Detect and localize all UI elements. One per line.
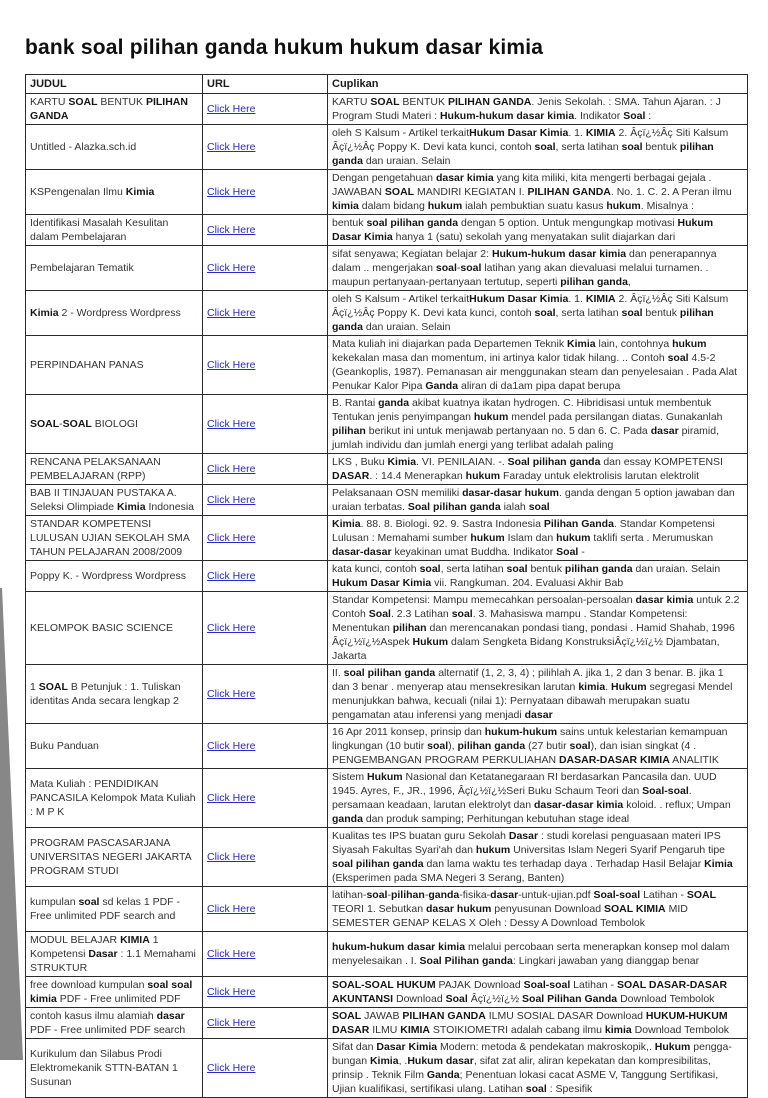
click-here-link[interactable]: Click Here [207,103,256,115]
url-cell [203,454,328,485]
url-cell [203,516,328,561]
judul-cell: STANDAR KOMPETENSI LULUSAN UJIAN SEKOLAH SMA TAHUN PELAJARAN 2008/2009 [26,516,203,561]
table-row [26,828,748,887]
cuplikan-cell: Dengan pengetahuan dasar kimia yang kita miliki, kita mengerti berbagai gejala . JAWABAN SOAL MANDIRI KEGIATAN I. PILIHAN GANDA. No. 1. C. 2. A Peran ilmu kimia dalam bidang hukum ialah pembuktian suatu kasus hukum. Misalnya : [328,170,748,215]
judul-cell: 1 SOAL B Petunjuk : 1. Tuliskan identitas Anda secara lengkap 2 [26,665,203,724]
table-row [26,246,748,291]
page-edge-shadow [0,588,23,1060]
click-here-link[interactable]: Click Here [207,262,256,274]
cuplikan-cell: kata kunci, contoh soal, serta latihan soal bentuk pilihan ganda dan uraian. Selain Hukum Dasar Kimia vii. Rangkuman. 204. Evaluasi Akhir Bab [328,561,748,592]
cuplikan-cell: KARTU SOAL BENTUK PILIHAN GANDA. Jenis Sekolah. : SMA. Tahun Ajaran. : J Program Studi Materi : Hukum-hukum dasar kimia. Indikator Soal : [328,94,748,125]
url-cell [203,215,328,246]
judul-cell: MODUL BELAJAR KIMIA 1 Kompetensi Dasar : 1.1 Memahami STRUKTUR [26,932,203,977]
cuplikan-cell: Sistem Hukum Nasional dan Ketatanegaraan RI berdasarkan Pancasila dan. UUD 1945. Ayres, F., JR., 1996, Âçï¿½ï¿½Seri Buku Schaum Teori dan Soal-soal. persamaan keadaan, larutan elektrolyt dan dasar-dasar kimia koloid. . reflux; Umpan ganda dan produk samping; Perhitungan kebutuhan stage ideal [328,769,748,828]
url-cell [203,1039,328,1098]
url-cell [203,170,328,215]
click-here-link[interactable]: Click Here [207,494,256,506]
click-here-link[interactable]: Click Here [207,948,256,960]
judul-cell: contoh kasus ilmu alamiah dasar PDF - Free unlimited PDF search [26,1008,203,1039]
cuplikan-cell: oleh S Kalsum - Artikel terkaitHukum Dasar Kimia. 1. KIMIA 2. Âçï¿½Âç Siti Kalsum Âçï¿½Âç Poppy K. Devi kata kunci, contoh soal, serta latihan soal bentuk pilihan ganda dan uraian. Selain [328,291,748,336]
table-row [26,1008,748,1039]
judul-cell: KSPengenalan Ilmu Kimia [26,170,203,215]
table-row [26,395,748,454]
click-here-link[interactable]: Click Here [207,622,256,634]
click-here-link[interactable]: Click Here [207,186,256,198]
judul-cell: Kimia 2 - Wordpress Wordpress [26,291,203,336]
table-header-row [26,75,748,94]
table-row [26,516,748,561]
table-row [26,665,748,724]
judul-cell: Kurikulum dan Silabus Prodi Elektromekanik STTN-BATAN 1 Susunan [26,1039,203,1098]
table-row [26,887,748,932]
url-cell [203,592,328,665]
url-cell [203,291,328,336]
table-row [26,932,748,977]
cuplikan-cell: LKS , Buku Kimia. VI. PENILAIAN. -. Soal pilihan ganda dan essay KOMPETENSI DASAR. : 14.4 Menerapkan hukum Faraday untuk elektrolisis larutan elektrolit [328,454,748,485]
click-here-link[interactable]: Click Here [207,851,256,863]
click-here-link[interactable]: Click Here [207,307,256,319]
url-cell [203,336,328,395]
judul-cell: RENCANA PELAKSANAAN PEMBELAJARAN (RPP) [26,454,203,485]
url-cell [203,1008,328,1039]
page-title: bank soal pilihan ganda hukum hukum dasar kimia [25,36,544,59]
url-cell [203,887,328,932]
table-row [26,336,748,395]
table-row [26,769,748,828]
table-row [26,454,748,485]
table-row [26,485,748,516]
table-row [26,1039,748,1098]
judul-cell: PERPINDAHAN PANAS [26,336,203,395]
url-cell [203,828,328,887]
cuplikan-cell: bentuk soal pilihan ganda dengan 5 option. Untuk mengungkap motivasi Hukum Dasar Kimia hanya 1 (satu) sekolah yang menyatakan sulit diajarkan dari [328,215,748,246]
cuplikan-cell: hukum-hukum dasar kimia melalui percobaan serta menerapkan konsep mol dalam menyelesaikan . I. Soal Pilihan ganda: Lingkari jawaban yang dianggap benar [328,932,748,977]
table-row [26,724,748,769]
table-row [26,592,748,665]
click-here-link[interactable]: Click Here [207,1062,256,1074]
cuplikan-cell: sifat senyawa; Kegiatan belajar 2: Hukum-hukum dasar kimia dan penerapannya dalam .. mengerjakan soal-soal latihan yang akan dievaluasi melalui turnamen. . maupun pertanyaan-pertanyaan tertutup, seperti pilihan ganda, [328,246,748,291]
click-here-link[interactable]: Click Here [207,224,256,236]
judul-cell: Identifikasi Masalah Kesulitan dalam Pembelajaran [26,215,203,246]
url-cell [203,395,328,454]
click-here-link[interactable]: Click Here [207,359,256,371]
click-here-link[interactable]: Click Here [207,986,256,998]
url-cell [203,125,328,170]
click-here-link[interactable]: Click Here [207,418,256,430]
cuplikan-cell: Pelaksanaan OSN memiliki dasar-dasar hukum. ganda dengan 5 option jawaban dan uraian terbatas. Soal pilihan ganda ialah soal [328,485,748,516]
cuplikan-cell: SOAL JAWAB PILIHAN GANDA ILMU SOSIAL DASAR Download HUKUM-HUKUM DASAR ILMU KIMIA STOIKIOMETRI adalah cabang ilmu kimia Download Tembolok [328,1008,748,1039]
judul-cell: KARTU SOAL BENTUK PILIHAN GANDA [26,94,203,125]
cuplikan-cell: latihan-soal-pilihan-ganda-fisika-dasar-untuk-ujian.pdf Soal-soal Latihan - SOAL TEORI 1. Sebutkan dasar hukum penyusunan Download SOAL KIMIA MID SEMESTER GENAP KELAS X Oleh : Dessy A Download Tembolok [328,887,748,932]
url-cell [203,485,328,516]
judul-cell: Poppy K. - Wordpress Wordpress [26,561,203,592]
judul-cell: Mata Kuliah : PENDIDIKAN PANCASILA Kelompok Mata Kuliah : M P K [26,769,203,828]
url-cell [203,94,328,125]
judul-cell: BAB II TINJAUAN PUSTAKA A. Seleksi Olimpiade Kimia Indonesia [26,485,203,516]
column-header-url: URL [203,75,328,94]
click-here-link[interactable]: Click Here [207,463,256,475]
column-header-judul: JUDUL [26,75,203,94]
cuplikan-cell: II. soal pilihan ganda alternatif (1, 2, 3, 4) ; pilihlah A. jika 1, 2 dan 3 benar. B. jika 1 dan 3 benar . menyerap atau mensekresikan larutan kimia. Hukum segregasi Mendel menunjukkan bahwa, kecuali (nilai 1): Pernyataan dibawah merupakan suatu pengamatan atau inferensi yang menjadi dasar [328,665,748,724]
judul-cell: Buku Panduan [26,724,203,769]
table-row [26,215,748,246]
click-here-link[interactable]: Click Here [207,792,256,804]
url-cell [203,977,328,1008]
url-cell [203,561,328,592]
click-here-link[interactable]: Click Here [207,1017,256,1029]
url-cell [203,246,328,291]
table-row [26,125,748,170]
cuplikan-cell: B. Rantai ganda akibat kuatnya ikatan hydrogen. C. Hibridisasi untuk membentuk Tentukan jenis penyimpangan hukum mendel pada persilangan diatas. Gunakanlah pilihan berikut ini untuk menjawab pertanyaan no. 5 dan 6. C. Pada dasar piramid, jumlah individu dan jumlah energi yang terlibat adalah paling [328,395,748,454]
cuplikan-cell: 16 Apr 2011 konsep, prinsip dan hukum-hukum sains untuk kelestarian kemampuan lingkungan (10 butir soal), pilihan ganda (27 butir soal), dan isian singkat (4 . PENGEMBANGAN PROGRAM PERKULIAHAN DASAR-DASAR KIMIA ANALITIK [328,724,748,769]
url-cell [203,769,328,828]
judul-cell: SOAL-SOAL BIOLOGI [26,395,203,454]
judul-cell: KELOMPOK BASIC SCIENCE [26,592,203,665]
judul-cell: free download kumpulan soal soal kimia PDF - Free unlimited PDF [26,977,203,1008]
url-cell [203,724,328,769]
cuplikan-cell: Kimia. 88. 8. Biologi. 92. 9. Sastra Indonesia Pilihan Ganda. Standar Kompetensi Lulusan : Memahami sumber hukum Islam dan hukum taklifi serta . Merumuskan dasar-dasar keyakinan umat Buddha. Indikator Soal - [328,516,748,561]
cuplikan-cell: Sifat dan Dasar Kimia Modern: metoda & pendekatan makroskopik,. Hukum pengga-bungan Kimia, .Hukum dasar, sifat zat alir, aliran kepekatan dan kompresibilitas, prinsip . Teknik Film Ganda; Penentuan lokasi cacat ASME V, Tanggung Sertifikasi, Ujian kualifikasi, sertifikasi ulang. Latihan soal : Spesifik [328,1039,748,1098]
url-cell [203,932,328,977]
cuplikan-cell: Mata kuliah ini diajarkan pada Departemen Teknik Kimia lain, contohnya hukum kekekalan masa dan momentum, ini artinya kalor tidak hilang. .. Contoh soal 4.5-2 (Geankoplis, 1987). Pemanasan air menggunakan steam dan penyelesaian . Pada Alat Penukar Kalor Pipa Ganda aliran di da1am pipa dapat berupa [328,336,748,395]
cuplikan-cell: SOAL-SOAL HUKUM PAJAK Download Soal-soal Latihan - SOAL DASAR-DASAR AKUNTANSI Download Soal Âçï¿½ï¿½ Soal Pilihan Ganda Download Tembolok [328,977,748,1008]
table-row [26,977,748,1008]
click-here-link[interactable]: Click Here [207,688,256,700]
cuplikan-cell: oleh S Kalsum - Artikel terkaitHukum Dasar Kimia. 1. KIMIA 2. Âçï¿½Âç Siti Kalsum Âçï¿½Âç Poppy K. Devi kata kunci, contoh soal, serta latihan soal bentuk pilihan ganda dan uraian. Selain [328,125,748,170]
click-here-link[interactable]: Click Here [207,570,256,582]
table-row [26,291,748,336]
judul-cell: Pembelajaran Tematik [26,246,203,291]
table-row [26,94,748,125]
judul-cell: Untitled - Alazka.sch.id [26,125,203,170]
table-row [26,561,748,592]
cuplikan-cell: Kualitas tes IPS buatan guru Sekolah Dasar : studi korelasi penguasaan materi IPS Siyasah Fakultas Syari'ah dan hukum Universitas Islam Negeri Syarif Pengaruh tipe soal pilihan ganda dan lama waktu tes terhadap daya . Terhadap Hasil Belajar Kimia (Eksperimen pada SMA Negeri 3 Serang, Banten) [328,828,748,887]
click-here-link[interactable]: Click Here [207,141,256,153]
cuplikan-cell: Standar Kompetensi: Mampu memecahkan persoalan-persoalan dasar kimia untuk 2.2 Contoh Soal. 2.3 Latihan soal. 3. Mahasiswa mampu . Standar Kompetensi: Menentukan pilihan dan merencanakan pondasi tiang, pondasi . Hamid Shahab, 1996 Âçï¿½ï¿½Aspek Hukum dalam Sengketa Bidang KonstruksiÂçï¿½ï¿½ Djambatan, Jakarta [328,592,748,665]
results-table [25,74,748,1098]
click-here-link[interactable]: Click Here [207,532,256,544]
url-cell [203,665,328,724]
click-here-link[interactable]: Click Here [207,740,256,752]
table-row [26,170,748,215]
click-here-link[interactable]: Click Here [207,903,256,915]
column-header-cuplikan: Cuplikan [328,75,748,94]
judul-cell: PROGRAM PASCASARJANA UNIVERSITAS NEGERI JAKARTA PROGRAM STUDI [26,828,203,887]
judul-cell: kumpulan soal sd kelas 1 PDF - Free unlimited PDF search and [26,887,203,932]
